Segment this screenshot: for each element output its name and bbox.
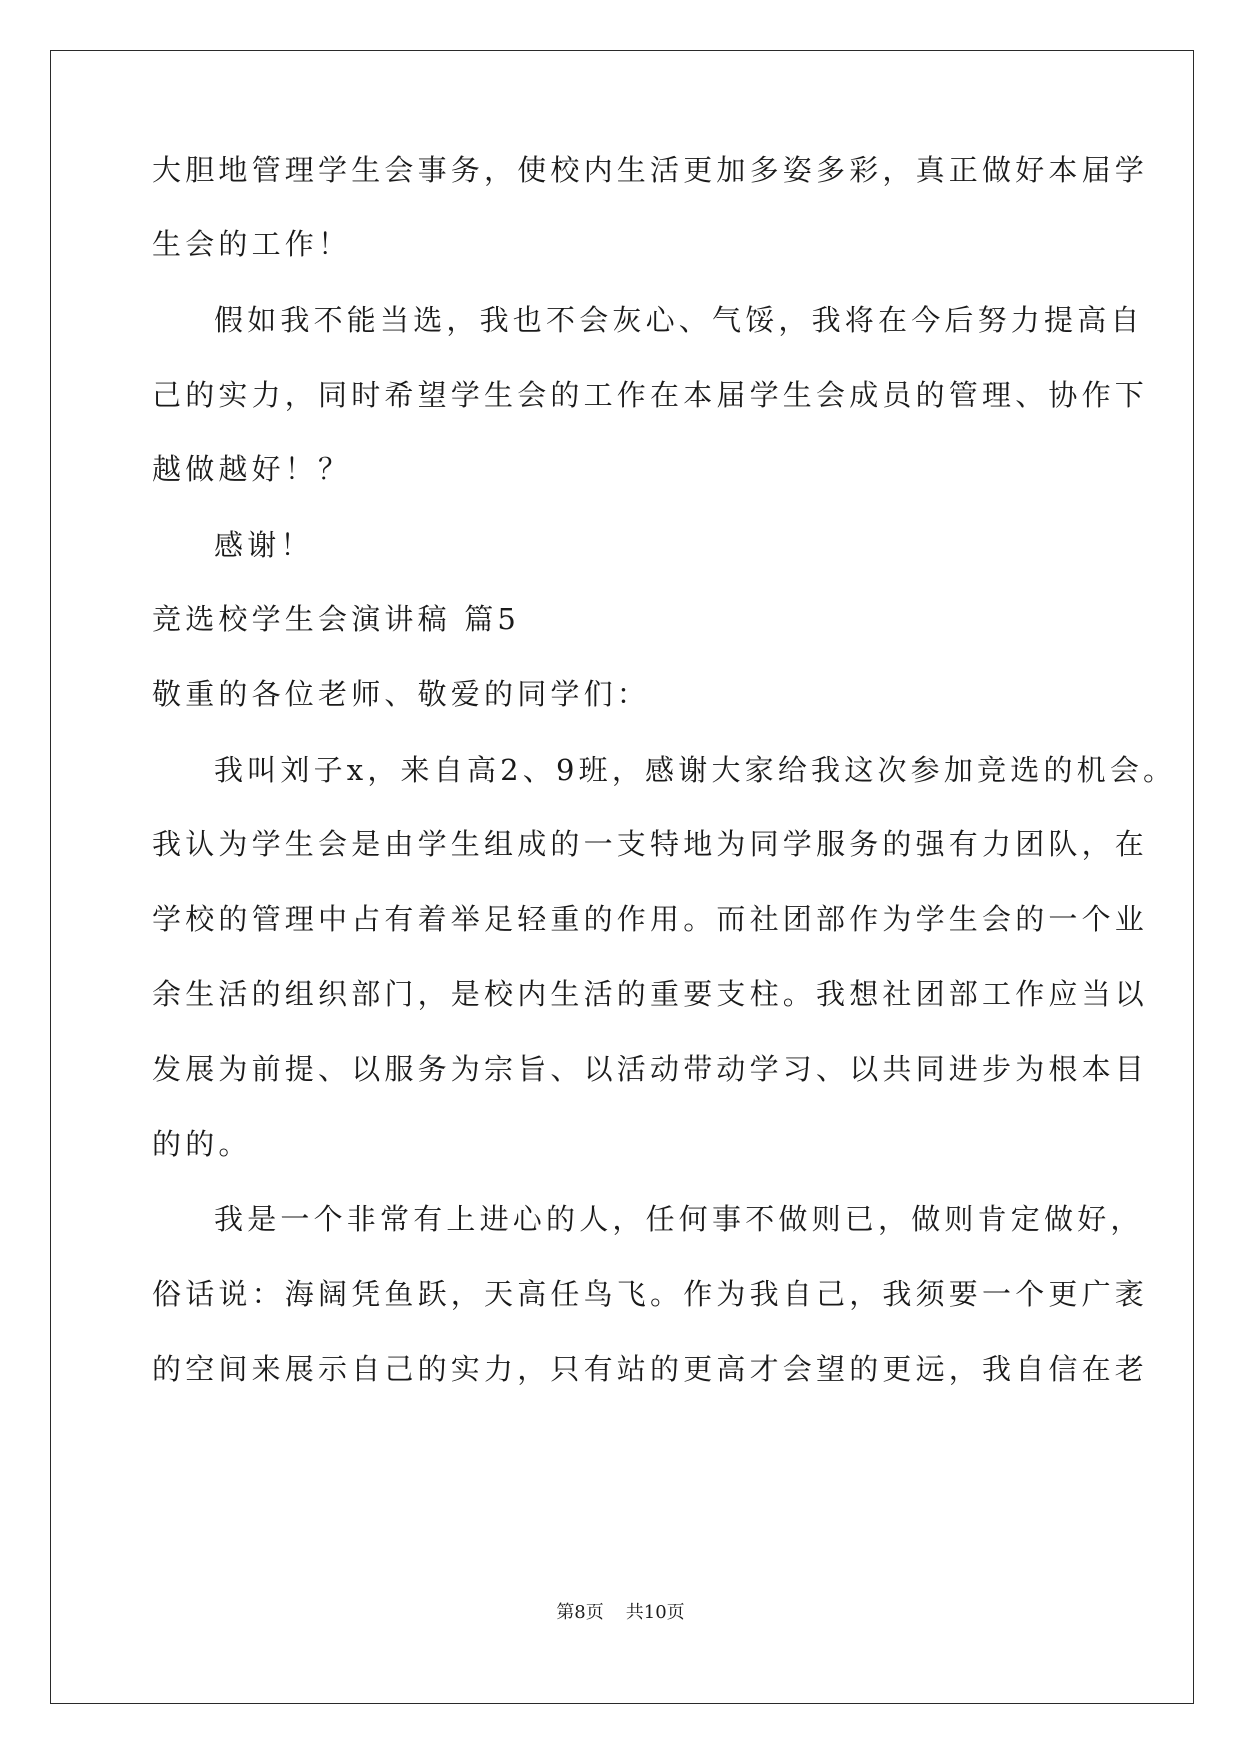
paragraph-line: 大胆地管理学生会事务，使校内生活更加多姿多彩，真正做好本届学 (152, 153, 1149, 187)
paragraph-line: 越做越好！？ (152, 452, 352, 486)
salutation: 敬重的各位老师、敬爱的同学们： (152, 677, 651, 711)
paragraph-line: 我认为学生会是由学生组成的一支特地为同学服务的强有力团队，在 (152, 827, 1149, 861)
paragraph-line: 感谢！ (214, 528, 314, 562)
paragraph-line: 己的实力，同时希望学生会的工作在本届学生会成员的管理、协作下 (152, 378, 1149, 412)
paragraph-line: 发展为前提、以服务为宗旨、以活动带动学习、以共同进步为根本目 (152, 1052, 1149, 1086)
paragraph-line: 我是一个非常有上进心的人，任何事不做则已，做则肯定做好， (214, 1202, 1144, 1236)
paragraph-line: 余生活的组织部门，是校内生活的重要支柱。我想社团部工作应当以 (152, 977, 1149, 1011)
current-page-number: 第8页 (556, 1602, 604, 1623)
paragraph-line: 的空间来展示自己的实力，只有站的更高才会望的更远，我自信在老 (152, 1352, 1149, 1386)
paragraph-line: 生会的工作！ (152, 227, 352, 261)
page-footer (0, 1604, 1241, 1622)
section-heading: 竞选校学生会演讲稿 篇5 (152, 602, 521, 636)
paragraph-line: 我叫刘子x，来自高2、9班，感谢大家给我这次参加竞选的机会。 (214, 753, 1177, 787)
paragraph-line: 假如我不能当选，我也不会灰心、气馁，我将在今后努力提高自 (214, 303, 1144, 337)
paragraph-line: 学校的管理中占有着举足轻重的作用。而社团部作为学生会的一个业 (152, 902, 1149, 936)
page-border (50, 50, 1194, 1704)
total-pages: 共10页 (625, 1602, 685, 1623)
paragraph-line: 的的。 (152, 1127, 252, 1161)
paragraph-line: 俗话说：海阔凭鱼跃，天高任鸟飞。作为我自己，我须要一个更广袤 (152, 1277, 1149, 1311)
